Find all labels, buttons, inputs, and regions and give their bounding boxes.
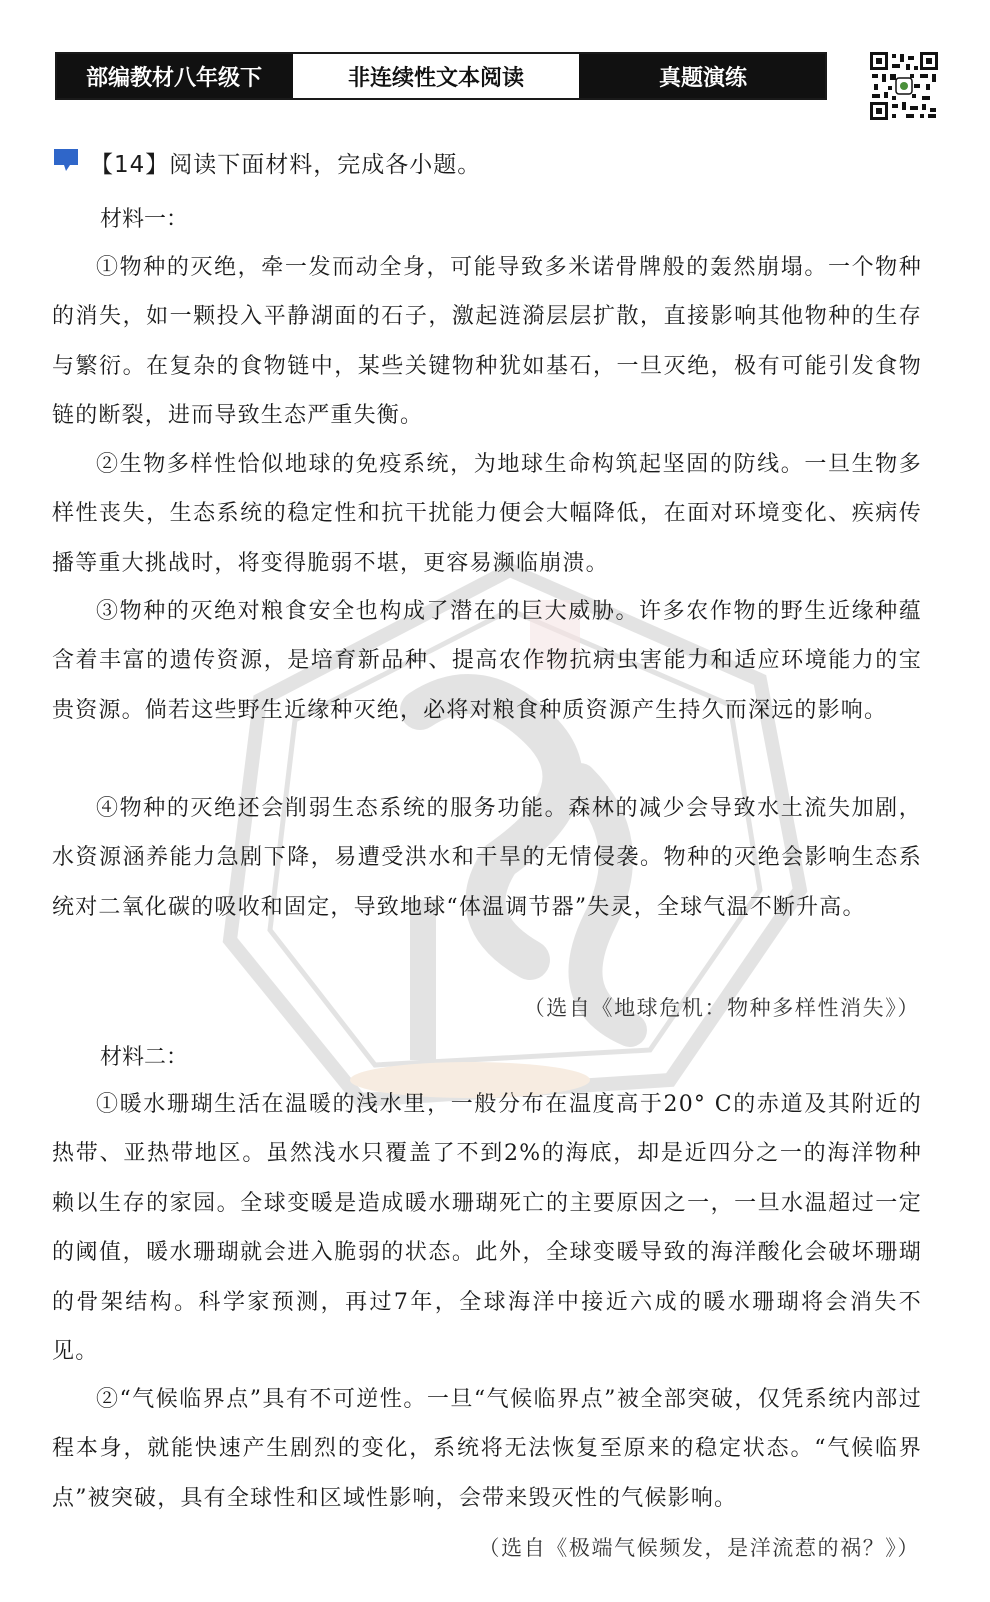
material1-paragraph: ④物种的灭绝还会削弱生态系统的服务功能。森林的减少会导致水土流失加剧，水资源涵养能力急剧下降，易遭受洪水和干旱的无情侵袭。物种的灭绝会影响生态系统对二氧化碳的吸收和固定，导致地球“体温调节器”失灵，全球气温不断升高。 bbox=[52, 796, 922, 920]
material1-paragraph: ②生物多样性恰似地球的免疫系统，为地球生命构筑起坚固的防线。一旦生物多样性丧失，生态系统的稳定性和抗干扰能力便会大幅降低，在面对环境变化、疾病传播等重大挑战时，将变得脆弱不堪，更容易濒临崩溃。 bbox=[52, 452, 922, 576]
material2-paragraph: ②“气候临界点”具有不可逆性。一旦“气候临界点”被全部突破，仅凭系统内部过程本身，就能快速产生剧烈的变化，系统将无法恢复至原来的稳定状态。“气候临界点”被突破，具有全球性和区域性影响，会带来毁灭性的气候影响。 bbox=[52, 1387, 922, 1511]
material2-title: 材料二： bbox=[100, 1045, 189, 1070]
material2-source: （选自《极端气候频发，是洋流惹的祸？》） bbox=[478, 1536, 920, 1560]
header-section: 真题演练 bbox=[581, 54, 825, 98]
bookmark-icon bbox=[52, 147, 82, 171]
header-grade: 部编教材八年级下 bbox=[57, 54, 291, 98]
header-topic: 非连续性文本阅读 bbox=[291, 54, 581, 98]
header-bar bbox=[55, 52, 827, 100]
material1-title: 材料一： bbox=[100, 207, 189, 232]
material1-paragraph: ③物种的灭绝对粮食安全也构成了潜在的巨大威胁。许多农作物的野生近缘种蕴含着丰富的遗传资源，是培育新品种、提高农作物抗病虫害能力和适应环境能力的宝贵资源。倘若这些野生近缘种灭绝，必将对粮食种质资源产生持久而深远的影响。 bbox=[52, 599, 922, 723]
material2-paragraph: ①暖水珊瑚生活在温暖的浅水里，一般分布在温度高于20° C的赤道及其附近的热带、亚热带地区。虽然浅水只覆盖了不到2%的海底，却是近四分之一的海洋物种赖以生存的家园。全球变暖是造成暖水珊瑚死亡的主要原因之一，一旦水温超过一定的阈值，暖水珊瑚就会进入脆弱的状态。此外，全球变暖导致的海洋酸化会破坏珊瑚的骨架结构。科学家预测，再过7年，全球海洋中接近六成的暖水珊瑚将会消失不见。 bbox=[52, 1092, 922, 1365]
question-title: 【14】阅读下面材料，完成各小题。 bbox=[90, 152, 482, 178]
material1-paragraph: ①物种的灭绝，牵一发而动全身，可能导致多米诺骨牌般的轰然崩塌。一个物种的消失，如一颗投入平静湖面的石子，激起涟漪层层扩散，直接影响其他物种的生存与繁衍。在复杂的食物链中，某些关键物种犹如基石，一旦灭绝，极有可能引发食物链的断裂，进而导致生态严重失衡。 bbox=[52, 255, 922, 429]
qr-code-icon bbox=[870, 52, 938, 120]
material1-source: （选自《地球危机：物种多样性消失》） bbox=[523, 996, 920, 1020]
